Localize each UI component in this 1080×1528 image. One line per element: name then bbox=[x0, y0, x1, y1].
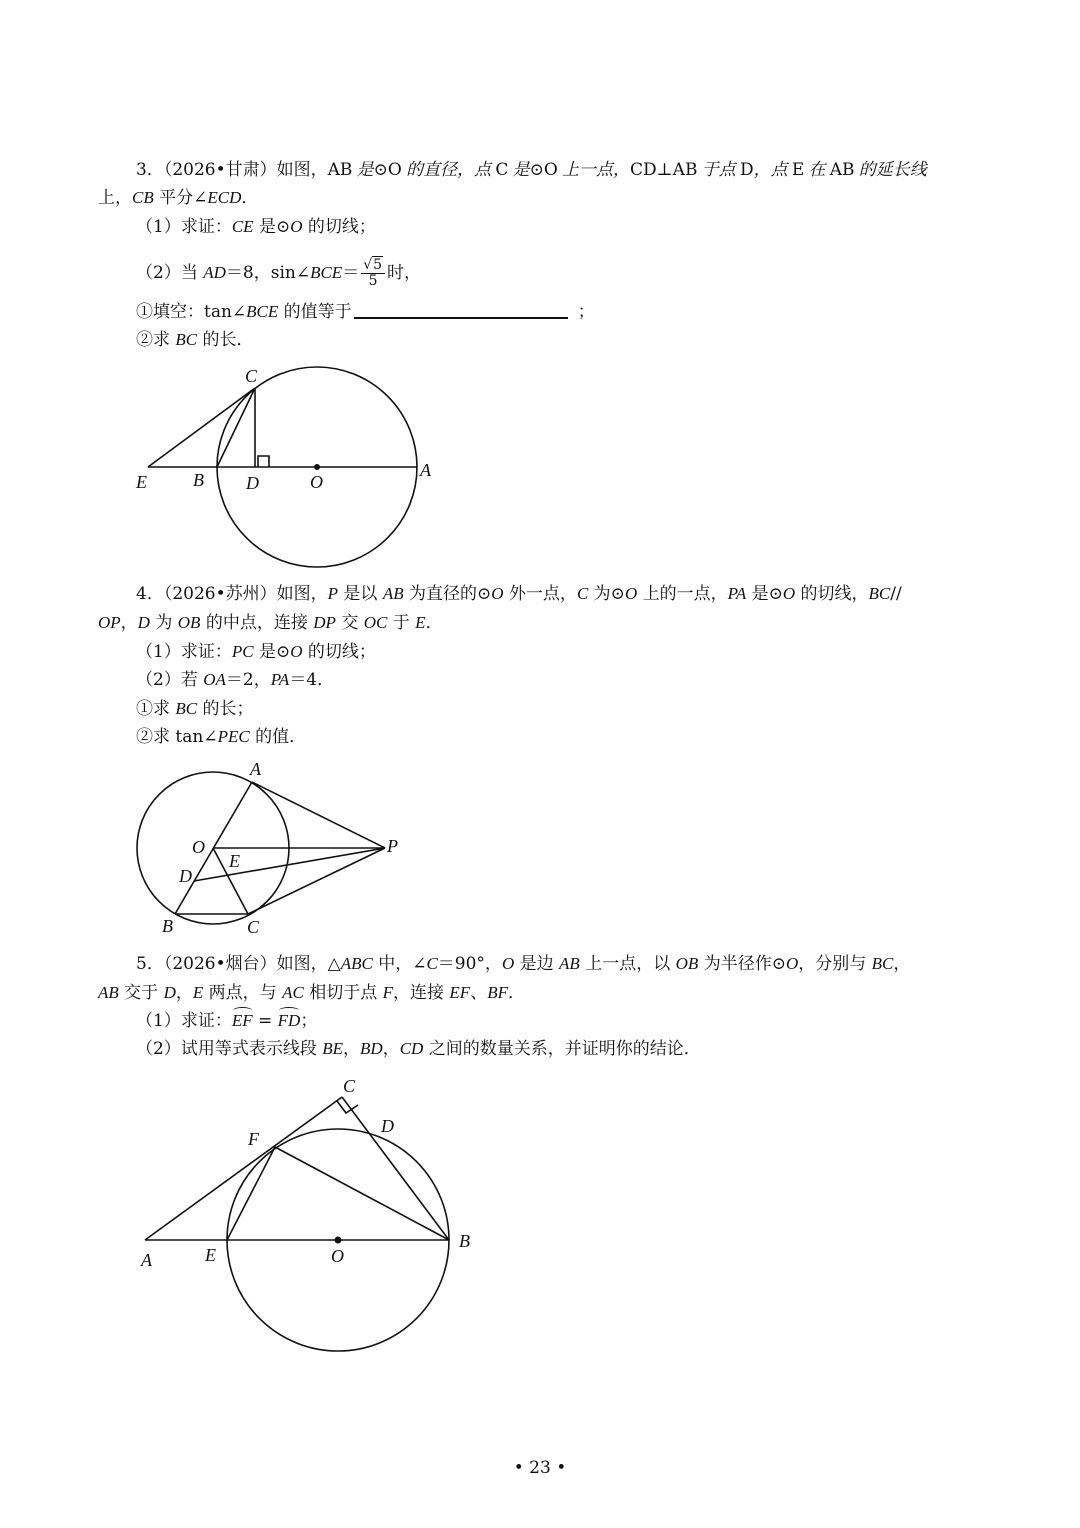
text-fragment: 为直径的⊙ bbox=[403, 584, 492, 604]
text-fragment: ． bbox=[241, 188, 259, 208]
label-d: D bbox=[381, 1116, 394, 1136]
text-fragment: 的中点，连接 bbox=[200, 613, 314, 633]
math-variable: BC bbox=[175, 699, 198, 718]
text-fragment: 5．（2026•烟台）如图，△ bbox=[136, 954, 341, 974]
math-variable: 在 bbox=[804, 160, 830, 179]
label-c: C bbox=[245, 366, 258, 386]
math-variable: C bbox=[426, 954, 438, 973]
center-dot bbox=[335, 1237, 342, 1244]
text-fragment: ． bbox=[507, 983, 525, 1003]
text-fragment: 的值等于 bbox=[278, 302, 352, 322]
math-variable: CB bbox=[132, 188, 154, 207]
text-fragment: 相切于点 bbox=[303, 983, 383, 1003]
math-variable: OC bbox=[363, 613, 388, 632]
label-b: B bbox=[162, 916, 173, 936]
line-fb bbox=[275, 1147, 449, 1240]
text-fragment: （2）试用等式表示线段 bbox=[136, 1039, 323, 1059]
math-variable: 于点 bbox=[697, 160, 740, 179]
text-fragment: ． bbox=[425, 613, 443, 633]
math-variable: O bbox=[290, 642, 303, 661]
text-fragment: （1）求证： bbox=[136, 642, 232, 662]
text-fragment: AB bbox=[327, 160, 353, 180]
label-d: D bbox=[179, 866, 192, 886]
text-fragment: 平分∠ bbox=[153, 188, 208, 208]
label-a: A bbox=[250, 759, 261, 779]
math-variable: AB bbox=[98, 983, 119, 1002]
text-fragment: ， bbox=[120, 613, 138, 633]
problem-3-q2: （2）当 AD＝8，sin∠BCE＝ $\frac{√5}{5}$ 时， bbox=[136, 257, 422, 289]
math-variable: AB bbox=[559, 954, 580, 973]
math-variable: AB bbox=[382, 584, 404, 603]
text-fragment: D bbox=[739, 160, 754, 180]
text-fragment: （2）当 bbox=[136, 263, 204, 283]
text-fragment: O bbox=[387, 160, 402, 180]
math-variable: OA bbox=[203, 670, 226, 689]
text-fragment: ＝2， bbox=[225, 670, 271, 690]
math-variable: AD bbox=[203, 263, 226, 282]
math-variable: OP bbox=[98, 613, 121, 632]
text-fragment: ，连接 bbox=[393, 983, 450, 1003]
right-angle-mark bbox=[337, 1101, 358, 1113]
text-fragment: 是边 bbox=[514, 954, 560, 974]
math-variable: F bbox=[382, 983, 394, 1002]
label-o: O bbox=[310, 472, 323, 492]
math-variable: 是⊙ bbox=[508, 160, 544, 179]
text-fragment: 的长； bbox=[197, 699, 254, 719]
text-fragment: 、 bbox=[470, 983, 488, 1003]
text-fragment: ①填空：tan∠ bbox=[136, 302, 247, 322]
math-variable: BC bbox=[868, 584, 891, 603]
math-variable: 上一点， bbox=[557, 160, 631, 179]
label-b: B bbox=[459, 1231, 470, 1251]
math-variable: O bbox=[624, 584, 638, 603]
text-fragment: // bbox=[890, 584, 902, 604]
math-variable: BF bbox=[487, 983, 508, 1002]
text-fragment: 中，∠ bbox=[372, 954, 427, 974]
math-variable: E bbox=[415, 613, 426, 632]
math-variable: AC bbox=[282, 983, 304, 1002]
label-o: O bbox=[192, 837, 205, 857]
text-fragment: 是⊙ bbox=[746, 584, 783, 604]
math-variable: BD bbox=[360, 1039, 383, 1058]
math-variable: ，点 bbox=[753, 160, 792, 179]
math-variable: O bbox=[501, 954, 515, 973]
text-fragment: AB bbox=[672, 160, 698, 180]
text-fragment: 的值． bbox=[249, 727, 307, 747]
text-fragment: O bbox=[543, 160, 558, 180]
text-fragment: 是⊙ bbox=[253, 642, 291, 662]
text-fragment: 交 bbox=[335, 613, 364, 633]
text-fragment: 为⊙ bbox=[588, 584, 625, 604]
problem-5-q1: （1）求证：EF = FD； bbox=[136, 1008, 317, 1034]
text-fragment: 的切线， bbox=[795, 584, 869, 604]
text-fragment: ， bbox=[893, 954, 911, 974]
text-fragment: 交于 bbox=[118, 983, 164, 1003]
math-variable: 是⊙ bbox=[352, 160, 388, 179]
math-variable: BCE bbox=[246, 302, 279, 321]
math-variable: 的延长线 bbox=[854, 160, 927, 179]
text-fragment: ②求 bbox=[136, 330, 176, 350]
math-variable: D bbox=[137, 613, 150, 632]
label-e: E bbox=[205, 1245, 216, 1265]
arc-ef: EF bbox=[232, 1008, 253, 1034]
math-variable: DP bbox=[313, 613, 336, 632]
line-ef bbox=[227, 1147, 275, 1240]
label-f: F bbox=[248, 1129, 259, 1149]
text-fragment: 上， bbox=[98, 188, 132, 208]
text-fragment: E bbox=[791, 160, 805, 180]
label-e: E bbox=[136, 472, 147, 492]
math-variable: PA bbox=[727, 584, 747, 603]
label-p: P bbox=[387, 836, 398, 856]
text-fragment: （1）求证： bbox=[136, 217, 232, 237]
text-fragment: C bbox=[495, 160, 509, 180]
text-fragment: 两点，与 bbox=[203, 983, 283, 1003]
text-fragment: ＝4． bbox=[289, 670, 335, 690]
math-variable: CE bbox=[231, 217, 254, 236]
math-variable: BE bbox=[322, 1039, 344, 1058]
math-variable: BCE bbox=[310, 263, 343, 282]
page-number: • 23 • bbox=[513, 1458, 567, 1478]
text-fragment: CD bbox=[630, 160, 657, 180]
math-variable: ⊥ bbox=[656, 160, 673, 179]
text-fragment: AB bbox=[829, 160, 855, 180]
text-fragment: 的切线； bbox=[302, 217, 376, 237]
text-fragment: 是⊙ bbox=[253, 217, 291, 237]
problem-3-number: 3．（2026•甘肃）如图， bbox=[136, 160, 328, 180]
text-fragment: ＝ bbox=[342, 263, 360, 283]
text-fragment: 之间的数量关系，并证明你的结论． bbox=[423, 1039, 701, 1059]
text-fragment: 是以 bbox=[338, 584, 383, 604]
math-variable: PA bbox=[270, 670, 290, 689]
text-fragment: 上一点，以 bbox=[579, 954, 676, 974]
text-fragment: ＝90°， bbox=[437, 954, 502, 974]
math-variable: ECD bbox=[207, 188, 242, 207]
text-fragment: 为半径作⊙ bbox=[698, 954, 786, 974]
label-b: B bbox=[193, 470, 204, 490]
label-d: D bbox=[246, 473, 259, 493]
label-c: C bbox=[247, 917, 260, 937]
math-variable: PEC bbox=[217, 727, 250, 746]
math-variable: BC bbox=[175, 330, 198, 349]
label-c: C bbox=[343, 1076, 356, 1096]
line-cb bbox=[342, 1097, 449, 1240]
math-variable: OB bbox=[675, 954, 699, 973]
math-variable: 的直径，点 bbox=[401, 160, 496, 179]
arc-fd: FD bbox=[278, 1008, 301, 1034]
text-fragment: ，分别与 bbox=[798, 954, 872, 974]
text-fragment: ②求 tan∠ bbox=[136, 727, 218, 747]
math-variable: OB bbox=[177, 613, 201, 632]
text-fragment: ， bbox=[343, 1039, 361, 1059]
math-variable: O bbox=[785, 954, 799, 973]
math-variable: C bbox=[576, 584, 589, 603]
text-fragment: 的长． bbox=[197, 330, 254, 350]
fraction-sqrt5-over-5: $\frac{√5}{5}$ bbox=[361, 258, 385, 289]
math-variable: ABC bbox=[340, 954, 373, 973]
label-a: A bbox=[141, 1250, 152, 1270]
label-o: O bbox=[331, 1246, 344, 1266]
math-variable: CD bbox=[399, 1039, 424, 1058]
label-a: A bbox=[420, 460, 431, 480]
math-variable: BC bbox=[871, 954, 894, 973]
math-variable: O bbox=[290, 217, 303, 236]
text-fragment: ， bbox=[175, 983, 193, 1003]
text-fragment: 于 bbox=[387, 613, 416, 633]
text-fragment: 上的一点， bbox=[637, 584, 728, 604]
math-variable: PC bbox=[231, 642, 254, 661]
text-fragment: 4．（2026•苏州）如图， bbox=[136, 584, 328, 604]
math-variable: E bbox=[192, 983, 204, 1002]
text-fragment: ＝8，sin∠ bbox=[225, 263, 311, 283]
label-e: E bbox=[229, 851, 240, 871]
math-variable: O bbox=[491, 584, 504, 603]
line-ac bbox=[145, 1097, 342, 1240]
text-fragment: 为 bbox=[149, 613, 178, 633]
text-fragment: 外一点， bbox=[503, 584, 577, 604]
text-fragment: ， bbox=[382, 1039, 400, 1059]
math-variable: P bbox=[327, 584, 338, 603]
problem-3-q2-a: ①填空：tan∠BCE 的值等于 ； bbox=[136, 299, 595, 325]
math-variable: EF bbox=[449, 983, 471, 1002]
math-variable: O bbox=[782, 584, 796, 603]
text-fragment: （2）若 bbox=[136, 670, 204, 690]
text-fragment: ①求 bbox=[136, 699, 176, 719]
text-fragment: 的切线； bbox=[302, 642, 376, 662]
math-variable: D bbox=[163, 983, 176, 1002]
